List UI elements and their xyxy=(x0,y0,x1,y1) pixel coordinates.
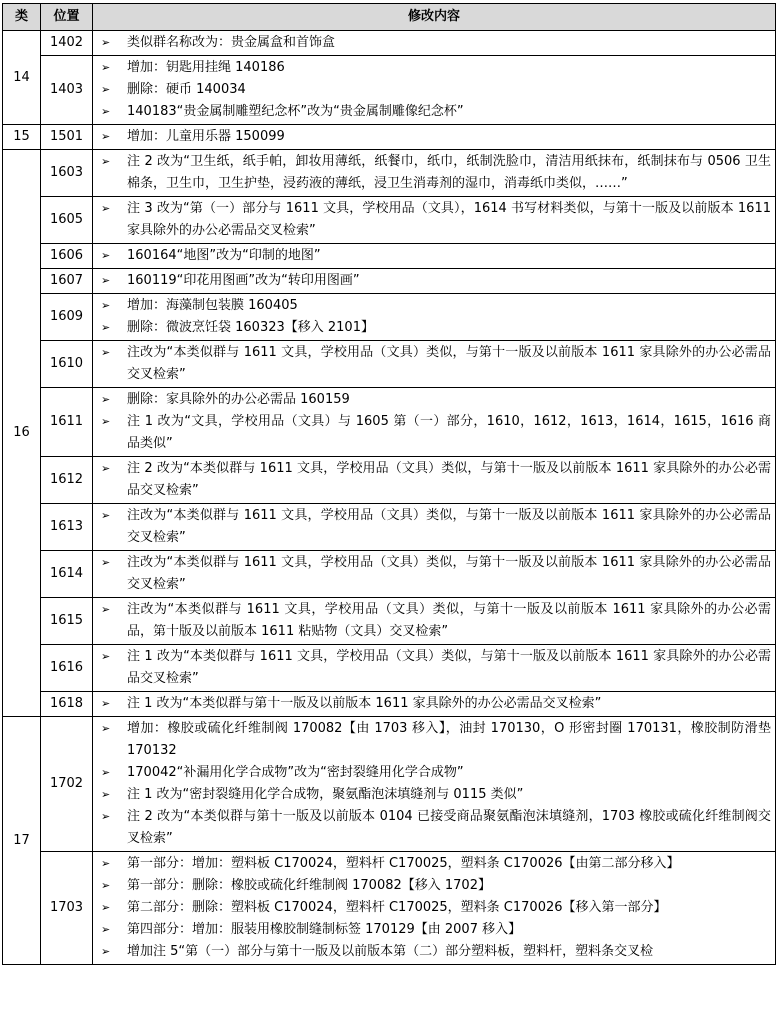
item-text: 160119“印花用图画”改为“转印用图画” xyxy=(127,273,360,288)
item-text: 第四部分：增加：服装用橡胶制缝制标签 170129【由 2007 移入】 xyxy=(127,922,522,937)
header-content: 修改内容 xyxy=(93,4,776,31)
arrow-bullet-icon: ➢ xyxy=(101,346,111,359)
arrow-bullet-icon: ➢ xyxy=(101,810,111,823)
arrow-bullet-icon: ➢ xyxy=(101,274,111,287)
list-item xyxy=(101,806,771,850)
position-cell: 1402 xyxy=(41,31,93,56)
position-cell: 1609 xyxy=(41,294,93,341)
list-item xyxy=(101,853,771,875)
item-text: 注 2 改为“卫生纸，纸手帕，卸妆用薄纸，纸餐巾，纸巾，纸制洗脸巾，清洁用纸抹布，纸制抹布与 0506 卫生棉条，卫生巾，卫生护垫，浸药液的薄纸，浸卫生消毒剂的湿巾，消毒纸巾类似，……” xyxy=(127,154,771,191)
content-cell xyxy=(93,197,776,244)
content-cell xyxy=(93,341,776,388)
item-text: 注 1 改为“本类似群与 1611 文具，学校用品（文具）类似，与第十一版及以前版本 1611 家具除外的办公必需品交叉检索” xyxy=(127,649,771,686)
arrow-bullet-icon: ➢ xyxy=(101,650,111,663)
position-cell: 1603 xyxy=(41,150,93,197)
table-row xyxy=(3,150,776,197)
arrow-bullet-icon: ➢ xyxy=(101,697,111,710)
item-text: 160164“地图”改为“印制的地图” xyxy=(127,248,321,263)
position-cell: 1606 xyxy=(41,244,93,269)
list-item xyxy=(101,599,771,643)
arrow-bullet-icon: ➢ xyxy=(101,603,111,616)
header-position: 位置 xyxy=(41,4,93,31)
content-cell xyxy=(93,551,776,598)
list-item xyxy=(101,342,771,386)
header-class: 类 xyxy=(3,4,41,31)
arrow-bullet-icon: ➢ xyxy=(101,788,111,801)
item-text: 增加注 5“第（一）部分与第十一版及以前版本第（二）部分塑料板，塑料杆，塑料条交叉检 xyxy=(127,944,654,959)
list-item xyxy=(101,693,771,715)
content-cell xyxy=(93,244,776,269)
arrow-bullet-icon: ➢ xyxy=(101,857,111,870)
arrow-bullet-icon: ➢ xyxy=(101,130,111,143)
list-item xyxy=(101,151,771,195)
arrow-bullet-icon: ➢ xyxy=(101,462,111,475)
table-row xyxy=(3,125,776,150)
item-text: 140183“贵金属制雕塑纪念杯”改为“贵金属制雕像纪念杯” xyxy=(127,104,464,119)
arrow-bullet-icon: ➢ xyxy=(101,879,111,892)
content-cell xyxy=(93,598,776,645)
position-cell: 1612 xyxy=(41,457,93,504)
class-cell: 17 xyxy=(3,717,41,965)
list-item xyxy=(101,245,771,267)
table-row xyxy=(3,244,776,269)
item-text: 增加：儿童用乐器 150099 xyxy=(127,129,285,144)
position-cell: 1610 xyxy=(41,341,93,388)
class-cell: 15 xyxy=(3,125,41,150)
table-body xyxy=(3,31,776,965)
table-row xyxy=(3,551,776,598)
list-item xyxy=(101,295,771,317)
item-text: 注改为“本类似群与 1611 文具，学校用品（文具）类似，与第十一版及以前版本 1611 家具除外的办公必需品交叉检索” xyxy=(127,508,771,545)
item-text: 删除：微波烹饪袋 160323【移入 2101】 xyxy=(127,320,374,335)
table-row xyxy=(3,269,776,294)
table-row xyxy=(3,197,776,244)
item-text: 注改为“本类似群与 1611 文具，学校用品（文具）类似，与第十一版及以前版本 1611 家具除外的办公必需品交叉检索” xyxy=(127,345,771,382)
content-cell xyxy=(93,125,776,150)
item-text: 增加：海藻制包装膜 160405 xyxy=(127,298,298,313)
position-cell: 1615 xyxy=(41,598,93,645)
arrow-bullet-icon: ➢ xyxy=(101,393,111,406)
arrow-bullet-icon: ➢ xyxy=(101,249,111,262)
position-cell: 1618 xyxy=(41,692,93,717)
list-item xyxy=(101,897,771,919)
list-item xyxy=(101,101,771,123)
position-cell: 1403 xyxy=(41,56,93,125)
list-item xyxy=(101,646,771,690)
table-row xyxy=(3,341,776,388)
list-item xyxy=(101,919,771,941)
list-item xyxy=(101,552,771,596)
position-cell: 1614 xyxy=(41,551,93,598)
class-cell: 16 xyxy=(3,150,41,717)
list-item xyxy=(101,126,771,148)
list-item xyxy=(101,875,771,897)
revision-table xyxy=(2,3,776,965)
item-text: 注 1 改为“本类似群与第十一版及以前版本 1611 家具除外的办公必需品交叉检索” xyxy=(127,696,602,711)
item-text: 注 2 改为“本类似群与 1611 文具，学校用品（文具）类似，与第十一版及以前版本 1611 家具除外的办公必需品交叉检索” xyxy=(127,461,771,498)
item-text: 第一部分：删除：橡胶或硫化纤维制阀 170082【移入 1702】 xyxy=(127,878,491,893)
list-item xyxy=(101,718,771,762)
content-cell xyxy=(93,717,776,852)
arrow-bullet-icon: ➢ xyxy=(101,299,111,312)
arrow-bullet-icon: ➢ xyxy=(101,415,111,428)
table-row xyxy=(3,645,776,692)
item-text: 注改为“本类似群与 1611 文具，学校用品（文具）类似，与第十一版及以前版本 1611 家具除外的办公必需品，第十版及以前版本 1611 粘贴物（文具）交叉检索” xyxy=(127,602,771,639)
arrow-bullet-icon: ➢ xyxy=(101,61,111,74)
arrow-bullet-icon: ➢ xyxy=(101,155,111,168)
content-cell xyxy=(93,692,776,717)
table-row xyxy=(3,294,776,341)
table-row xyxy=(3,852,776,965)
content-cell xyxy=(93,388,776,457)
item-text: 注 3 改为“第（一）部分与 1611 文具，学校用品（文具），1614 书写材料类似，与第十一版及以前版本 1611 家具除外的办公必需品交叉检索” xyxy=(127,201,771,238)
table-row xyxy=(3,31,776,56)
list-item xyxy=(101,317,771,339)
arrow-bullet-icon: ➢ xyxy=(101,509,111,522)
list-item xyxy=(101,270,771,292)
content-cell xyxy=(93,269,776,294)
position-cell: 1611 xyxy=(41,388,93,457)
item-text: 注 1 改为“文具，学校用品（文具）与 1605 第（一）部分，1610，1612，1613，1614，1615，1616 商品类似” xyxy=(127,414,771,451)
table-row xyxy=(3,598,776,645)
content-cell xyxy=(93,852,776,965)
content-cell xyxy=(93,457,776,504)
arrow-bullet-icon: ➢ xyxy=(101,105,111,118)
item-text: 170042“补漏用化学合成物”改为“密封裂缝用化学合成物” xyxy=(127,765,464,780)
list-item xyxy=(101,79,771,101)
arrow-bullet-icon: ➢ xyxy=(101,901,111,914)
content-cell xyxy=(93,504,776,551)
list-item xyxy=(101,198,771,242)
item-text: 删除：硬币 140034 xyxy=(127,82,246,97)
content-cell xyxy=(93,56,776,125)
table-row xyxy=(3,692,776,717)
arrow-bullet-icon: ➢ xyxy=(101,83,111,96)
table-row xyxy=(3,717,776,852)
position-cell: 1613 xyxy=(41,504,93,551)
list-item xyxy=(101,762,771,784)
position-cell: 1703 xyxy=(41,852,93,965)
list-item xyxy=(101,784,771,806)
content-cell xyxy=(93,31,776,56)
list-item xyxy=(101,411,771,455)
content-cell xyxy=(93,645,776,692)
item-text: 增加：橡胶或硫化纤维制阀 170082【由 1703 移入】，油封 170130，O 形密封圈 170131，橡胶制防滑垫 170132 xyxy=(127,721,771,758)
item-text: 注 1 改为“密封裂缝用化学合成物，聚氨酯泡沫填缝剂与 0115 类似” xyxy=(127,787,524,802)
arrow-bullet-icon: ➢ xyxy=(101,945,111,958)
list-item xyxy=(101,32,771,54)
position-cell: 1501 xyxy=(41,125,93,150)
list-item xyxy=(101,389,771,411)
position-cell: 1616 xyxy=(41,645,93,692)
arrow-bullet-icon: ➢ xyxy=(101,556,111,569)
position-cell: 1702 xyxy=(41,717,93,852)
item-text: 注改为“本类似群与 1611 文具，学校用品（文具）类似，与第十一版及以前版本 1611 家具除外的办公必需品交叉检索” xyxy=(127,555,771,592)
arrow-bullet-icon: ➢ xyxy=(101,36,111,49)
table-header-row xyxy=(3,4,776,31)
table-row xyxy=(3,457,776,504)
item-text: 注 2 改为“本类似群与第十一版及以前版本 0104 已接受商品聚氨酯泡沫填缝剂，1703 橡胶或硫化纤维制阀交叉检索” xyxy=(127,809,771,846)
table-row xyxy=(3,56,776,125)
item-text: 增加：钥匙用挂绳 140186 xyxy=(127,60,285,75)
content-cell xyxy=(93,294,776,341)
position-cell: 1607 xyxy=(41,269,93,294)
arrow-bullet-icon: ➢ xyxy=(101,321,111,334)
arrow-bullet-icon: ➢ xyxy=(101,722,111,735)
arrow-bullet-icon: ➢ xyxy=(101,923,111,936)
list-item xyxy=(101,458,771,502)
table-row xyxy=(3,388,776,457)
content-cell xyxy=(93,150,776,197)
arrow-bullet-icon: ➢ xyxy=(101,202,111,215)
item-text: 删除：家具除外的办公必需品 160159 xyxy=(127,392,350,407)
item-text: 第二部分：删除：塑料板 C170024，塑料杆 C170025，塑料条 C170026【移入第一部分】 xyxy=(127,900,667,915)
table-row xyxy=(3,504,776,551)
item-text: 第一部分：增加：塑料板 C170024，塑料杆 C170025，塑料条 C170026【由第二部分移入】 xyxy=(127,856,680,871)
list-item xyxy=(101,505,771,549)
list-item xyxy=(101,941,771,963)
position-cell: 1605 xyxy=(41,197,93,244)
arrow-bullet-icon: ➢ xyxy=(101,766,111,779)
list-item xyxy=(101,57,771,79)
item-text: 类似群名称改为：贵金属盒和首饰盒 xyxy=(127,35,336,50)
class-cell: 14 xyxy=(3,31,41,125)
